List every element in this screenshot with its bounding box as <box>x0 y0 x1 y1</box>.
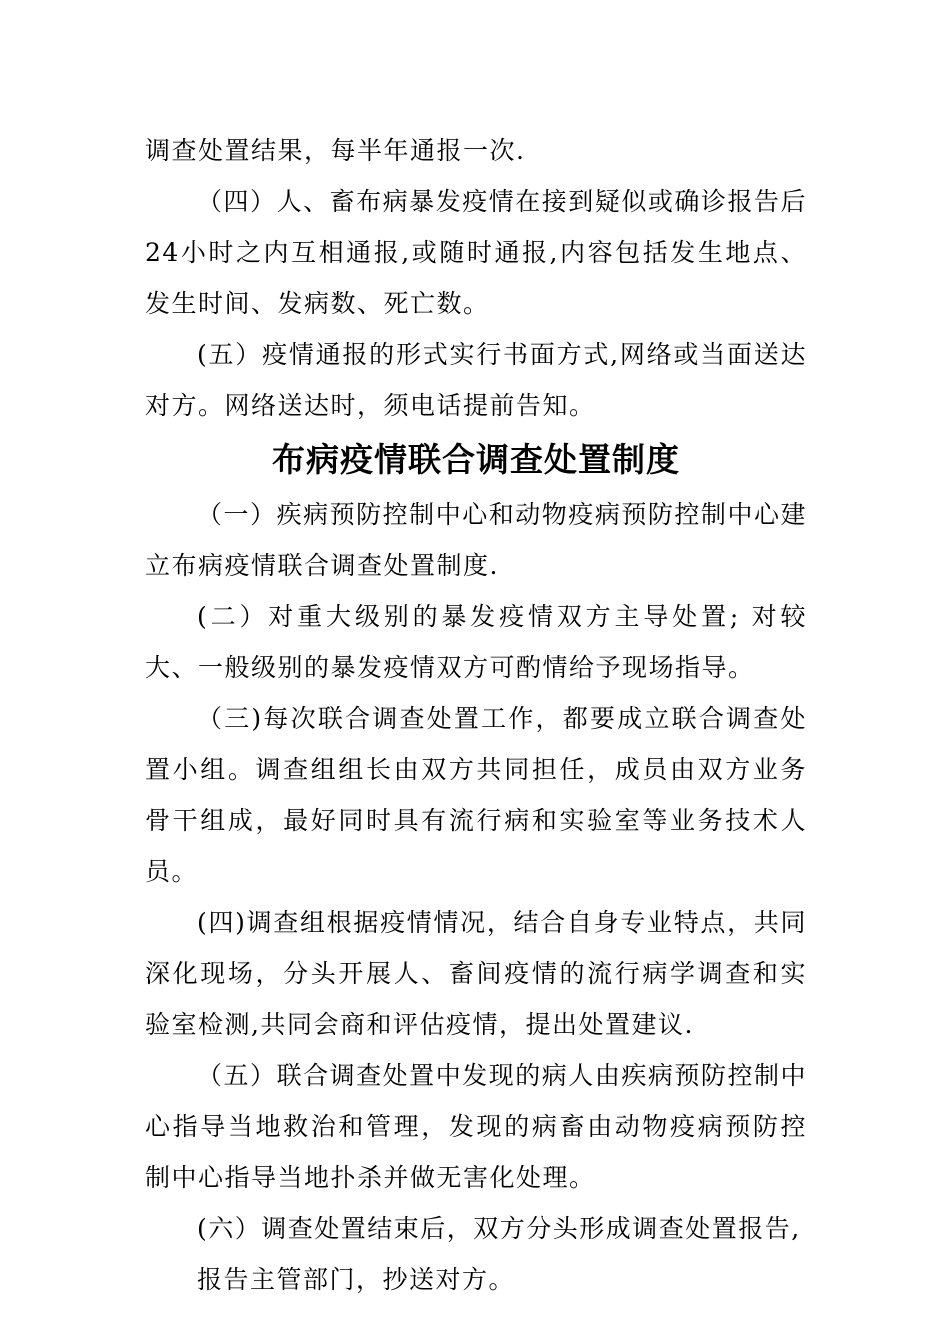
section-item-6: (六）调查处置结束后，双方分头形成调查处置报告, <box>197 1214 801 1243</box>
closing-line: 报告主管部门，抄送对方。 <box>197 1265 516 1294</box>
section-item-1: （一）疾病预防控制中心和动物疫病预防控制中心建立布病疫情联合调查处置制度. <box>145 500 807 580</box>
paragraph-continuation: 调查处置结果，每半年通报一次. <box>145 136 526 165</box>
section-item-5: （五）联合调查处置中发现的病人由疾病预防控制中心指导当地救治和管理，发现的病畜由动物疫病预防控制中心指导当地扑杀并做无害化处理。 <box>145 1061 807 1192</box>
paragraph-item-5: (五）疫情通报的形式实行书面方式,网络或当面送达对方。网络送达时，须电话提前告知。 <box>145 340 807 420</box>
section-item-3: （三)每次联合调查处置工作，都要成立联合调查处置小组。调查组组长由双方共同担任，成员由双方业务骨干组成，最好同时具有流行病和实验室等业务技术人员。 <box>145 704 807 886</box>
section-title: 布病疫情联合调查处置制度 <box>272 440 680 479</box>
document-body <box>145 125 807 1305</box>
paragraph-item-4: （四）人、畜布病暴发疫情在接到疑似或确诊报告后24小时之内互相通报,或随时通报,内容包括发生地点、发生时间、发病数、死亡数。 <box>145 187 807 318</box>
section-item-4: (四)调查组根据疫情情况，结合自身专业特点，共同深化现场，分头开展人、畜间疫情的流行病学调查和实验室检测,共同会商和评估疫情，提出处置建议. <box>145 908 807 1039</box>
section-item-2: (二）对重大级别的暴发疫情双方主导处置; 对较大、一般级别的暴发疫情双方可酌情给予现场指导。 <box>145 602 807 682</box>
